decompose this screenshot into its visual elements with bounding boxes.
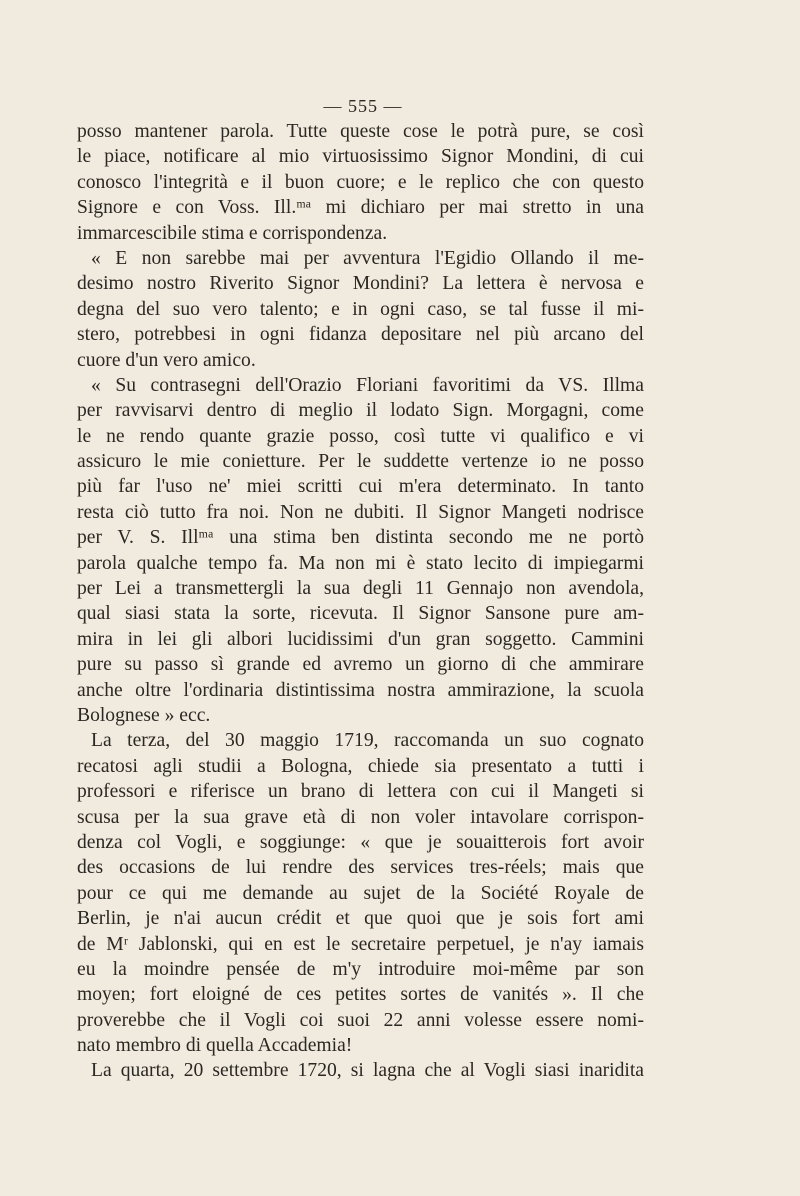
text-line: le piace, notificare al mio virtuosissimo Signor Mondini, di cui [77, 146, 644, 168]
text-line: stero, potrebbesi in ogni fidanza depositare nel più arcano del [77, 324, 644, 346]
text-line: denza col Vogli, e soggiunge: « que je souaitterois fort avoir [77, 831, 644, 853]
text-line: Berlin, je n'ai aucun crédit et que quoi que je sois fort ami [77, 908, 644, 930]
text-line: immarcescibile stima e corrispondenza. [77, 222, 388, 244]
text-line: degna del suo vero talento; e in ogni caso, se tal fusse il mi- [77, 298, 644, 320]
text-line: qual siasi stata la sorte, ricevuta. Il Signor Sansone pure am- [77, 603, 644, 625]
text-line: parola qualche tempo fa. Ma non mi è stato lecito di impiegarmi [77, 552, 644, 574]
text-line: La quarta, 20 settembre 1720, si lagna che al Vogli siasi inaridita [91, 1060, 644, 1082]
text-line: per V. S. Illᵐᵃ una stima ben distinta secondo me ne portò [77, 527, 644, 549]
text-line: moyen; fort eloigné de ces petites sortes de vanités ». Il che [77, 984, 644, 1006]
text-line: eu la moindre pensée de m'y introduire moi-même par son [77, 958, 644, 980]
text-line: des occasions de lui rendre des services tres-réels; mais que [77, 857, 644, 879]
text-line: Bolognese » ecc. [77, 704, 211, 726]
text-line: recatosi agli studii a Bologna, chiede sia presentato a tutti i [77, 755, 644, 777]
page-number: — 555 — [323, 96, 403, 116]
text-line: professori e riferisce un brano di lettera con cui il Mangeti si [77, 781, 644, 803]
text-line: proverebbe che il Vogli coi suoi 22 anni volesse essere nomi- [77, 1009, 644, 1031]
text-line: anche oltre l'ordinaria distintissima nostra ammirazione, la scuola [77, 679, 644, 701]
text-line: assicuro le mie conietture. Per le suddette vertenze io ne posso [77, 451, 644, 473]
text-line: « Su contrasegni dell'Orazio Floriani favoritimi da VS. Illma [91, 374, 644, 396]
text-line: pure su passo sì grande ed avremo un giorno di che ammirare [77, 654, 644, 676]
body-text [77, 119, 644, 1084]
text-line: desimo nostro Riverito Signor Mondini? La lettera è nervosa e [77, 273, 644, 295]
text-line: mira in lei gli albori lucidissimi d'un gran soggetto. Cammini [77, 628, 644, 650]
text-line: « E non sarebbe mai per avventura l'Egidio Ollando il me- [91, 247, 644, 269]
text-line: de Mʳ Jablonski, qui en est le secretaire perpetuel, je n'ay iamais [77, 933, 644, 955]
text-line: per ravvisarvi dentro di meglio il lodato Sign. Morgagni, come [77, 400, 644, 422]
text-line: La terza, del 30 maggio 1719, raccomanda un suo cognato [91, 730, 644, 752]
text-line: per Lei a transmettergli la sua degli 11 Gennajo non avendola, [77, 578, 644, 600]
text-line: cuore d'un vero amico. [77, 349, 256, 371]
text-line: conosco l'integrità e il buon cuore; e le replico che con questo [77, 171, 644, 193]
text-line: Signore e con Voss. Ill.ᵐᵃ mi dichiaro per mai stretto in una [77, 197, 644, 219]
text-line: pour ce qui me demande au sujet de la Société Royale de [77, 882, 644, 904]
text-line: posso mantener parola. Tutte queste cose le potrà pure, se così [77, 121, 644, 142]
text-line: scusa per la sua grave età di non voler intavolare corrispon- [77, 806, 644, 828]
text-line: più far l'uso ne' miei scritti cui m'era determinato. In tanto [77, 476, 644, 498]
text-line: nato membro di quella Accademia! [77, 1035, 353, 1057]
text-line: le ne rendo quante grazie posso, così tutte vi qualifico e vi [77, 425, 644, 447]
text-line: resta ciò tutto fra noi. Non ne dubiti. Il Signor Mangeti nodrisce [77, 501, 644, 523]
